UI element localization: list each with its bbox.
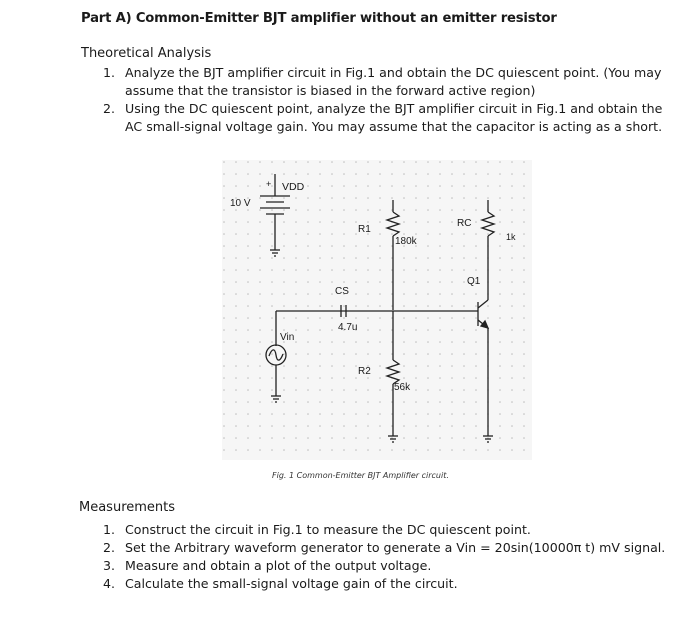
item-text: Set the Arbitrary waveform generator to generate a Vin = 20sin(10000π t) mV signal. xyxy=(125,540,666,555)
item-number: 2. xyxy=(103,540,116,555)
vin-label: Vin xyxy=(280,332,295,343)
circuit-schematic xyxy=(222,160,532,460)
part-a-title: Part A) Common-Emitter BJT amplifier without an emitter resistor xyxy=(81,11,557,26)
item-number: 2. xyxy=(103,101,116,116)
measurements-heading: Measurements xyxy=(79,500,176,515)
item-text: Using the DC quiescent point, analyze the BJT amplifier circuit in Fig.1 and obtain the AC small-signal voltage gain. You may assume that the capacitor is acting as a short. xyxy=(125,101,663,134)
vdd-plus-sign: + xyxy=(266,179,272,189)
item-text: Calculate the small-signal voltage gain of the circuit. xyxy=(125,576,458,591)
measurements-list xyxy=(103,521,683,593)
measurement-item xyxy=(103,521,683,539)
theory-item xyxy=(103,64,683,100)
r2-value: 56k xyxy=(394,382,411,393)
r1-label: R1 xyxy=(358,224,371,235)
cs-label: CS xyxy=(335,286,349,297)
item-text: Analyze the BJT amplifier circuit in Fig.1 and obtain the DC quiescent point. (You may assume that the transistor is biased in the forward active region) xyxy=(125,65,662,98)
vdd-label: VDD xyxy=(282,181,305,193)
theory-heading: Theoretical Analysis xyxy=(81,46,212,61)
measurement-item xyxy=(103,557,683,575)
item-number: 4. xyxy=(103,576,116,591)
rc-value: 1k xyxy=(506,232,516,242)
item-text: Construct the circuit in Fig.1 to measure the DC quiescent point. xyxy=(125,522,531,537)
item-text: Measure and obtain a plot of the output voltage. xyxy=(125,558,432,573)
theory-list xyxy=(103,64,683,136)
vdd-value: 10 V xyxy=(230,198,251,209)
r1-value: 180k xyxy=(395,236,417,247)
measurement-item xyxy=(103,575,683,593)
item-number: 3. xyxy=(103,558,116,573)
figure-caption: Fig. 1 Common-Emitter BJT Amplifier circuit. xyxy=(272,471,449,480)
q1-label: Q1 xyxy=(467,276,481,287)
circuit-figure xyxy=(222,160,532,460)
cs-value: 4.7u xyxy=(338,322,358,333)
theory-item xyxy=(103,100,683,136)
item-number: 1. xyxy=(103,522,116,537)
grid-dots xyxy=(222,160,532,460)
measurement-item xyxy=(103,539,683,557)
item-number: 1. xyxy=(103,65,116,80)
r2-label: R2 xyxy=(358,366,371,377)
rc-label: RC xyxy=(457,218,472,229)
